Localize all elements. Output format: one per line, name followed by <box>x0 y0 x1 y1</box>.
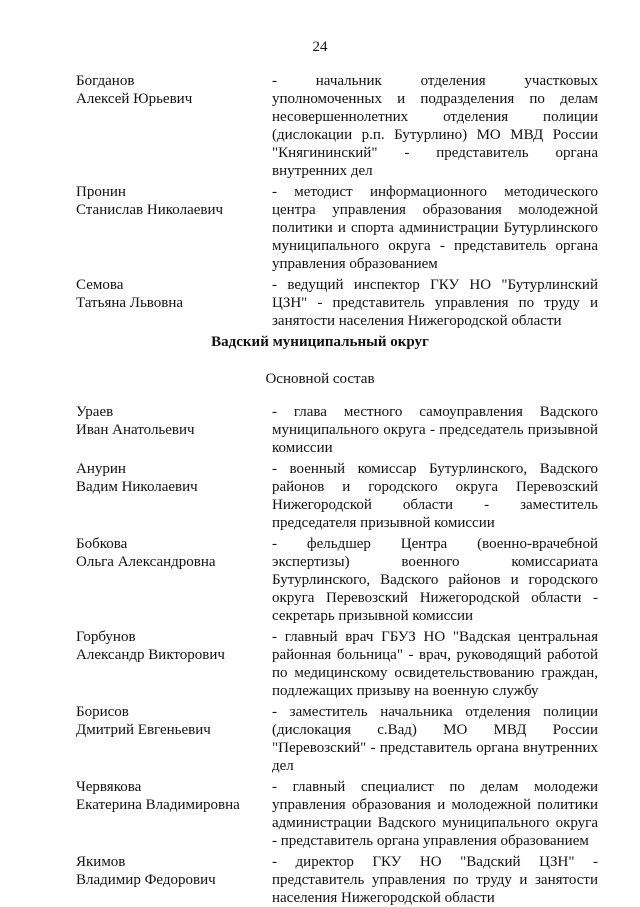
member-given-name: Екатерина Владимировна <box>76 797 240 813</box>
member-role: - заместитель начальника отделения полиции (дислокация с.Вад) МО МВД России "Перевозский" - представитель органа внутренних дел <box>272 704 598 774</box>
member-entry <box>0 628 640 700</box>
section-subheading: Основной состав <box>265 371 375 387</box>
commission-list-part1 <box>0 72 640 330</box>
member-name <box>76 628 266 664</box>
member-given-name: Иван Анатольевич <box>76 422 195 438</box>
member-role: - военный комиссар Бутурлинского, Вадского районов и городского округа Перевозский Нижегородской области - заместитель председателя призывной комиссии <box>272 461 598 531</box>
member-role: - фельдшер Центра (военно-врачебной экспертизы) военного комиссариата Бутурлинского, Вадского районов и городского округа Перевозский Нижегородской области - секретарь призывной комиссии <box>272 536 598 624</box>
member-name <box>76 853 266 889</box>
member-entry <box>0 72 640 180</box>
member-role: - главный врач ГБУЗ НО "Вадская центральная районная больница" - врач, руководящий работой по медицинскому освидетельствованию граждан, подлежащих призыву на военную службу <box>272 629 598 699</box>
member-name <box>76 703 266 739</box>
member-role: - главный специалист по делам молодежи управления образования и молодежной политики администрации Вадского муниципального округа - представитель органа управления образованием <box>272 779 598 849</box>
member-role: - методист информационного методического центра управления образования молодежной политики и спорта администрации Бутурлинского муниципального округа - представитель органа управления образованием <box>272 184 598 272</box>
member-name <box>76 403 266 439</box>
member-surname: Богданов <box>76 73 135 89</box>
member-surname: Червякова <box>76 779 142 795</box>
section-heading: Вадский муниципальный округ <box>211 334 429 350</box>
member-entry <box>0 703 640 775</box>
member-name <box>76 276 266 312</box>
member-role: - начальник отделения участковых уполномоченных и подразделения по делам несовершеннолетних отделения полиции (дислокации р.п. Бутурлино) МО МВД России "Княгининский" - представитель органа внутренних дел <box>272 73 598 179</box>
member-name <box>76 535 266 571</box>
member-given-name: Вадим Николаевич <box>76 479 198 495</box>
member-surname: Семова <box>76 277 124 293</box>
member-name <box>76 72 266 108</box>
member-given-name: Алексей Юрьевич <box>76 91 193 107</box>
member-given-name: Татьяна Львовна <box>76 295 184 311</box>
member-entry <box>0 853 640 907</box>
member-surname: Борисов <box>76 704 129 720</box>
member-entry <box>0 403 640 457</box>
member-entry <box>0 535 640 625</box>
member-entry <box>0 276 640 330</box>
member-surname: Горбунов <box>76 629 136 645</box>
member-name <box>76 778 266 814</box>
member-given-name: Станислав Николаевич <box>76 202 224 218</box>
member-surname: Якимов <box>76 854 126 870</box>
member-given-name: Владимир Федорович <box>76 872 216 888</box>
member-name <box>76 460 266 496</box>
member-role: - ведущий инспектор ГКУ НО "Бутурлинский ЦЗН" - представитель управления по труду и занятости населения Нижегородской области <box>272 277 598 329</box>
member-surname: Анурин <box>76 461 126 477</box>
member-name <box>76 183 266 219</box>
member-entry <box>0 778 640 850</box>
page-number: 24 <box>312 39 328 55</box>
member-entry <box>0 460 640 532</box>
member-given-name: Дмитрий Евгеньевич <box>76 722 211 738</box>
commission-list-part2 <box>0 403 640 907</box>
member-surname: Пронин <box>76 184 126 200</box>
member-entry <box>0 183 640 273</box>
member-surname: Ураев <box>76 404 114 420</box>
member-given-name: Ольга Александровна <box>76 554 216 570</box>
member-surname: Бобкова <box>76 536 128 552</box>
member-role: - директор ГКУ НО "Вадский ЦЗН" - представитель управления по труду и занятости населения Нижегородской области <box>272 854 598 906</box>
member-given-name: Александр Викторович <box>76 647 225 663</box>
member-role: - глава местного самоуправления Вадского муниципального округа - председатель призывной комиссии <box>272 404 598 456</box>
